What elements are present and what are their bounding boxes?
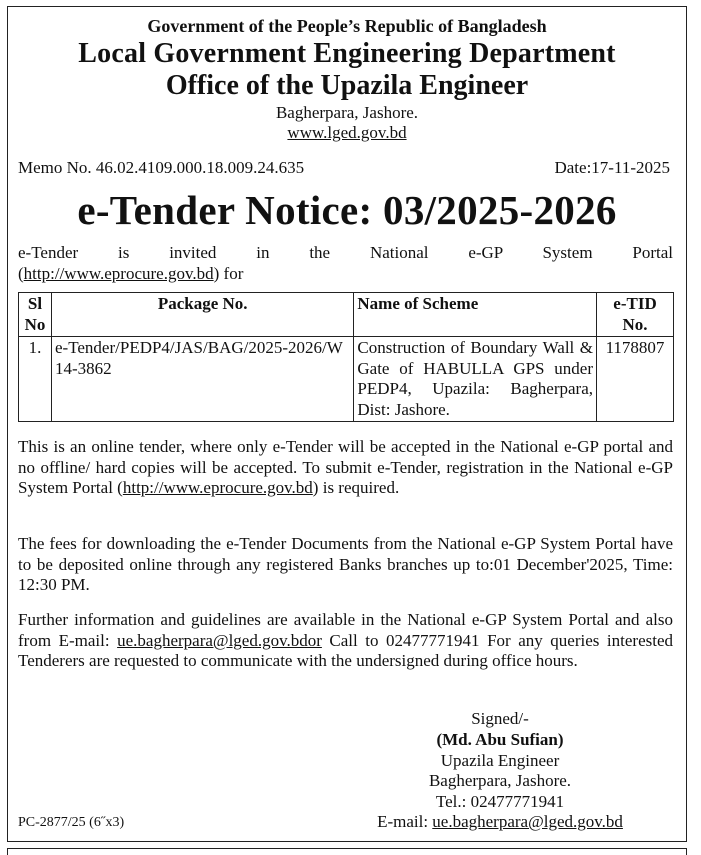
signatory-email: E-mail: ue.bagherpara@lged.gov.bd — [377, 812, 623, 831]
row-tid: 1178807 — [597, 337, 674, 422]
header-sl: Sl No — [19, 293, 52, 337]
intro-line: e-Tender is invited in the National e-GP System Portal — [18, 243, 673, 262]
email-link[interactable]: ue.bagherpara@lged.gov.bdor — [117, 630, 322, 650]
header-scheme: Name of Scheme — [354, 293, 597, 337]
signatory-name: (Md. Abu Sufian) — [436, 730, 564, 749]
info-paragraph: Further information and guidelines are available in the National e-GP System Portal and also from E-mail: ue.bagherpara@lged.gov.bdor Call to 02477771941 For any queries interested Tenderers are requested to communicate with the undersigned during office hours. — [18, 610, 674, 670]
eprocure-link[interactable]: http://www.eprocure.gov.bd — [23, 263, 214, 283]
signatory-tel: Tel.: 02477771941 — [435, 792, 565, 811]
website-link[interactable]: www.lged.gov.bd — [287, 123, 407, 142]
eprocure-link-2[interactable]: http://www.eprocure.gov.bd — [122, 478, 313, 497]
department-name: Local Government Engineering Department — [78, 38, 616, 69]
footer-code: PC-2877/25 (6˝x3) — [18, 815, 125, 830]
table-row — [19, 337, 674, 422]
table-header-row — [19, 293, 674, 337]
signatory-designation: Upazila Engineer — [440, 751, 560, 770]
office-address: Bagherpara, Jashore. — [275, 103, 419, 122]
header-package: Package No. — [51, 293, 353, 337]
memo-date: Date:17-11-2025 — [554, 158, 670, 177]
notice-title: e-Tender Notice: 03/2025-2026 — [77, 187, 617, 233]
header-tid: e-TID No. — [597, 293, 674, 337]
next-notice-edge — [7, 848, 687, 855]
signatory-location: Bagherpara, Jashore. — [428, 771, 572, 790]
tender-table — [18, 292, 674, 422]
memo-number: Memo No. 46.02.4109.000.18.009.24.635 — [18, 158, 305, 177]
intro-suffix: for — [219, 263, 244, 283]
government-line: Government of the People’s Republic of Bangladesh — [147, 16, 547, 36]
fees-paragraph: The fees for downloading the e-Tender Documents from the National e-GP System Portal have to be deposited online through any registered Banks branches up to:01 December'2025, Time: 12:30 PM. — [18, 534, 673, 594]
online-tender-paragraph: This is an online tender, where only e-Tender will be accepted in the National e-GP portal and no offline/ hard copies will be accepted. To submit e-Tender, registration in the National e-GP System Portal (http://www.eprocure.gov.bd) is required. — [18, 437, 673, 497]
intro-paragraph: e-Tender is invited in the National e-GP System Portal (http://www.eprocure.gov.bd) for — [18, 243, 673, 283]
signed-label: Signed/- — [471, 709, 529, 728]
office-name: Office of the Upazila Engineer — [165, 70, 529, 101]
signatory-email-link[interactable]: ue.bagherpara@lged.gov.bd — [432, 812, 623, 831]
row-sl: 1. — [19, 337, 52, 422]
row-scheme: Construction of Boundary Wall & Gate of HABULLA GPS under PEDP4, Upazila: Bagherpara, Dist: Jashore. — [354, 337, 597, 422]
row-package: e-Tender/PEDP4/JAS/BAG/2025-2026/W14-3862 — [51, 337, 353, 422]
